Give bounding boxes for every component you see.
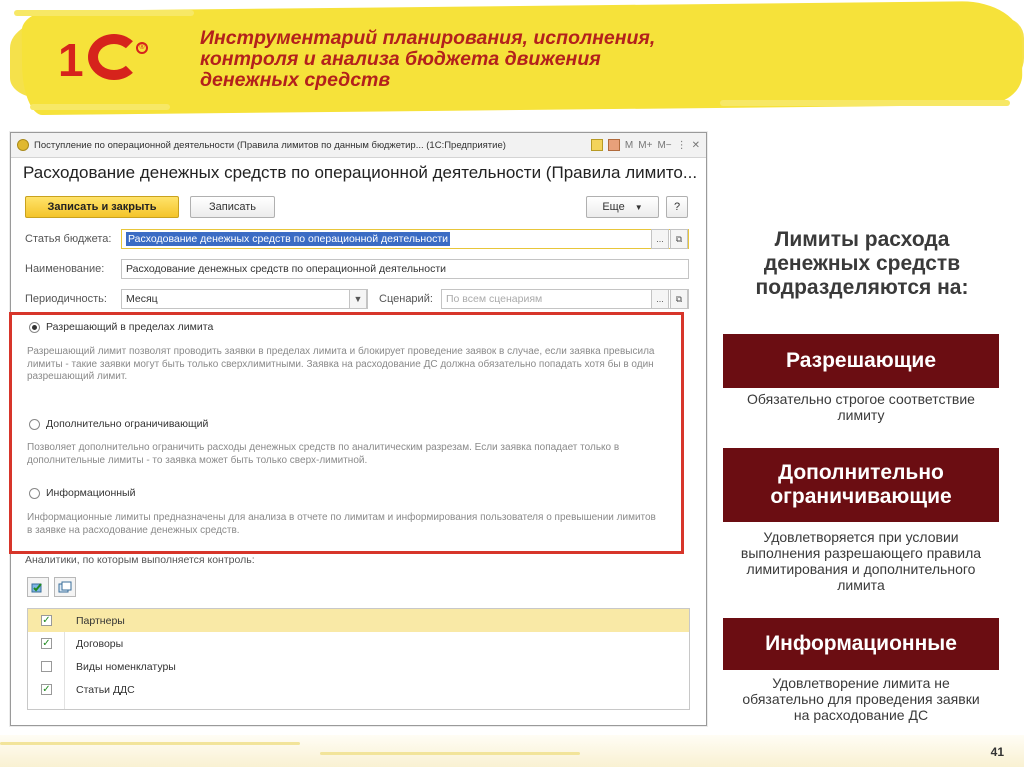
radio-label: Разрешающий в пределах лимита: [46, 321, 214, 333]
radio-label: Информационный: [46, 487, 136, 499]
save-button[interactable]: Записать: [190, 196, 275, 218]
window-title: Поступление по операционной деятельности (Правила лимитов по данным бюджетир... (1С:Предприятие): [34, 139, 506, 151]
uncheck-all-icon[interactable]: [54, 577, 76, 597]
registered-mark: ®: [136, 42, 148, 54]
category-description: Удовлетворяется при условии выполнения разрешающего правила лимитирования и дополнительного лимита: [740, 529, 982, 593]
row-label: Статьи ДДС: [76, 683, 135, 696]
row-label: Виды номенклатуры: [76, 660, 176, 673]
form-heading: Расходование денежных средств по операционной деятельности (Правила лимито...: [23, 163, 698, 182]
checkbox[interactable]: ✓: [42, 684, 51, 695]
memory-button[interactable]: M: [624, 139, 634, 151]
memory-minus-button[interactable]: M−: [657, 139, 672, 151]
category-informational: Информационные: [723, 618, 999, 670]
1c-logo: 1 ®: [58, 32, 150, 82]
period-select[interactable]: [121, 289, 368, 309]
budget-row: [25, 228, 121, 250]
brush-streak: [30, 104, 170, 110]
title-line: Инструментарий планирования, исполнения,: [200, 27, 656, 49]
title-line: контроля и анализа бюджета движения: [200, 48, 601, 70]
row-label: Договоры: [76, 637, 124, 650]
footer-streak: [320, 752, 580, 755]
list-icon[interactable]: [591, 139, 603, 151]
footer-strip: [0, 735, 1024, 767]
title-line: денежных средств: [200, 69, 391, 91]
more-button[interactable]: [586, 196, 659, 218]
period-row: [25, 288, 121, 310]
scenario-placeholder: По всем сценариям: [446, 293, 543, 305]
scenario-row: [379, 288, 433, 310]
table-row[interactable]: [28, 632, 689, 655]
checkbox[interactable]: ✓: [42, 638, 51, 649]
page-number: 41: [990, 745, 1004, 759]
table-row[interactable]: [28, 609, 689, 632]
radio-label: Дополнительно ограничивающий: [46, 418, 209, 430]
category-additional: Дополнительно ограничивающие: [723, 448, 999, 522]
brush-streak: [14, 10, 194, 16]
checkbox[interactable]: [41, 661, 52, 672]
open-icon[interactable]: ⧉: [670, 229, 688, 249]
help-button[interactable]: ?: [666, 196, 688, 218]
name-field[interactable]: [121, 259, 689, 279]
period-label: Периодичность:: [25, 293, 107, 305]
analytics-table: [27, 608, 690, 710]
radio-description: Разрешающий лимит позволят проводить заявки в пределах лимита и блокирует проведение заявок в случае, если заявка превысила лимиты - такие заявки могут быть только сверхлимитными. Заявка на расходование ДС должна обязательно попадать хотя бы в один разрешающий лимит.: [27, 346, 655, 382]
budget-label: Статья бюджета:: [25, 233, 112, 245]
footer-streak: [0, 742, 300, 745]
budget-value: Расходование денежных средств по операционной деятельности: [128, 233, 448, 245]
chevron-down-icon: ▼: [634, 202, 643, 212]
name-label: Наименование:: [25, 263, 105, 275]
check-all-icon[interactable]: [27, 577, 49, 597]
row-label: Партнеры: [76, 614, 125, 627]
select-button[interactable]: ...: [651, 229, 669, 249]
budget-field[interactable]: [121, 229, 689, 249]
period-value: Месяц: [126, 293, 158, 305]
category-permissive: Разрешающие: [723, 334, 999, 388]
open-icon[interactable]: ⧉: [670, 289, 688, 309]
category-description: Обязательно строгое соответствие лимиту: [747, 391, 975, 423]
slide-title: [200, 28, 760, 91]
calendar-icon[interactable]: [608, 139, 620, 151]
window-titlebar: [11, 133, 706, 158]
more-label: Еще: [602, 201, 625, 213]
category-description: Удовлетворение лимита не обязательно для проведения заявки на расходование ДС: [742, 675, 980, 723]
titlebar-tools: [591, 139, 700, 151]
table-row[interactable]: [28, 678, 689, 701]
close-icon[interactable]: ✕: [691, 139, 700, 151]
name-row: [25, 258, 121, 280]
checkbox[interactable]: ✓: [42, 615, 51, 626]
highlight-frame: [9, 312, 684, 554]
limits-heading: Лимиты расхода денежных средств подразделяются на:: [755, 228, 969, 299]
scenario-field[interactable]: [441, 289, 689, 309]
menu-icon[interactable]: ⋮: [676, 139, 687, 151]
memory-plus-button[interactable]: M+: [638, 139, 653, 151]
table-row[interactable]: [28, 655, 689, 678]
save-and-close-button[interactable]: Записать и закрыть: [25, 196, 179, 218]
form-toolbar: [25, 196, 693, 218]
radio-description: Позволяет дополнительно ограничить расходы денежных средств по аналитическим разрезам. Если заявка попадает только в дополнительные лимиты - то заявка может быть только сверх-лимитной.: [27, 442, 620, 466]
chevron-down-icon[interactable]: ▼: [349, 289, 367, 309]
brush-streak: [720, 100, 1010, 106]
app-icon: [17, 139, 29, 151]
radio-description: Информационные лимиты предназначены для анализа в отчете по лимитам и информирования пользователя о превышении лимитов в заявке на расходование денежных средств.: [27, 512, 656, 536]
select-button[interactable]: ...: [651, 289, 669, 309]
scenario-label: Сценарий:: [379, 293, 433, 305]
name-value: Расходование денежных средств по операционной деятельности: [126, 263, 446, 275]
analytics-label: Аналитики, по которым выполняется контроль:: [25, 554, 255, 566]
